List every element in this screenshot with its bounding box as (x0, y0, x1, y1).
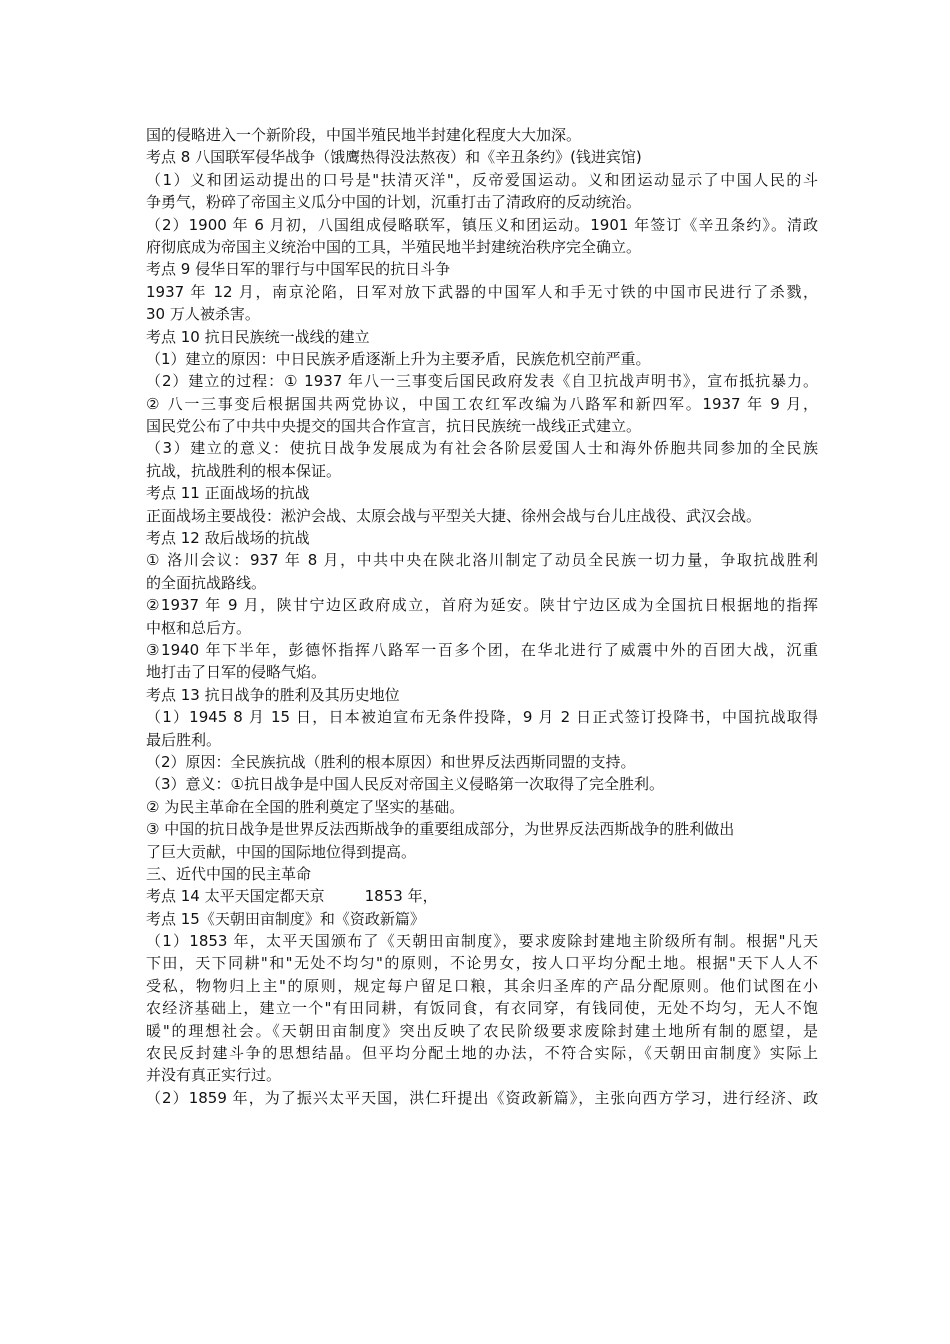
text-line: 府彻底成为帝国主义统治中国的工具，半殖民地半封建统治秩序完全确立。 (146, 237, 642, 256)
text-line: 国民党公布了中共中央提交的国共合作宣言，抗日民族统一战线正式建立。 (146, 417, 642, 436)
text-line: 最后胜利。 (146, 730, 222, 749)
part-heading: 三、近代中国的民主革命 (146, 864, 312, 883)
text-line: ③ 中国的抗日战争是世界反法西斯战争的重要组成部分，为世界反法西斯战争的胜利做出 (146, 820, 735, 839)
text-line: （1）1945 8 月 15 日，日本被迫宣布无条件投降，9 月 2 日正式签订投降书，中国抗战取得 (146, 708, 818, 727)
text-line: 下田，天下同耕"和"无处不均匀"的原则，不论男女，按人口平均分配土地。根据"天下人人不 (146, 954, 818, 973)
text-line: 暖"的理想社会。《天朝田亩制度》突出反映了农民阶级要求废除封建土地所有制的愿望，是 (146, 1021, 818, 1040)
heading-year: 1853 年， (364, 887, 438, 906)
text-line: 正面战场主要战役：淞沪会战、太原会战与平型关大捷、徐州会战与台儿庄战役、武汉会战。 (146, 506, 762, 525)
text-line: 受私，物物归上主"的原则，规定每户留足口粮，其余归圣库的产品分配原则。他们试图在小 (146, 976, 818, 995)
text-line: 争勇气，粉碎了帝国主义瓜分中国的计划，沉重打击了清政府的反动统治。 (146, 193, 642, 212)
text-line: （2）原因：全民族抗战（胜利的根本原因）和世界反法西斯同盟的支持。 (146, 752, 636, 771)
section-heading-12: 考点 12 敌后战场的抗战 (146, 529, 310, 548)
section-heading-14 (146, 885, 818, 907)
text-line: 了巨大贡献，中国的国际地位得到提高。 (146, 842, 417, 861)
text-line: （3）建立的意义：使抗日战争发展成为有社会各阶层爱国人士和海外侨胞共同参加的全民族 (146, 439, 818, 458)
document-page (146, 124, 818, 1109)
text-line: 国的侵略进入一个新阶段，中国半殖民地半封建化程度大大加深。 (146, 126, 582, 144)
text-line: （2）1859 年，为了振兴太平天国，洪仁玕提出《资政新篇》，主张向西方学习，进行经济、政 (146, 1088, 818, 1107)
section-heading-15: 考点 15《天朝田亩制度》和《资政新篇》 (146, 909, 425, 928)
text-line: 的全面抗战路线。 (146, 573, 267, 592)
text-line: （1）建立的原因：中日民族矛盾逐渐上升为主要矛盾，民族危机空前严重。 (146, 349, 651, 368)
text-line: 30 万人被杀害。 (146, 305, 260, 324)
text-line: （3）意义：①抗日战争是中国人民反对帝国主义侵略第一次取得了完全胜利。 (146, 775, 664, 794)
heading-text: 考点 14 太平天国定都天京 (146, 887, 325, 906)
text-line: 农经济基础上，建立一个"有田同耕，有饭同食，有衣同穿，有钱同使，无处不均匀，无人不饱 (146, 999, 818, 1018)
text-line: 并没有真正实行过。 (146, 1066, 282, 1085)
text-line: ②1937 年 9 月，陕甘宁边区政府成立，首府为延安。陕甘宁边区成为全国抗日根据地的指挥 (146, 596, 818, 615)
text-line: 中枢和总后方。 (146, 618, 252, 637)
text-line: 1937 年 12 月，南京沦陷，日军对放下武器的中国军人和手无寸铁的中国市民进行了杀戮， (146, 282, 818, 301)
text-line: ② 八一三事变后根据国共两党协议，中国工农红军改编为八路军和新四军。1937 年 9 月， (146, 394, 818, 413)
text-line: 抗战，抗战胜利的根本保证。 (146, 461, 342, 480)
section-heading-13: 考点 13 抗日战争的胜利及其历史地位 (146, 685, 400, 704)
text-line: 农民反封建斗争的思想结晶。但平均分配土地的办法，不符合实际，《天朝田亩制度》实际上 (146, 1044, 818, 1063)
text-line: ① 洛川会议：937 年 8 月，中共中央在陕北洛川制定了动员全民族一切力量，争取抗战胜利 (146, 551, 818, 570)
section-heading-11: 考点 11 正面战场的抗战 (146, 484, 310, 503)
section-heading-8: 考点 8 八国联军侵华战争（饿鹰热得没法熬夜）和《辛丑条约》(钱进宾馆) (146, 148, 642, 167)
text-line: （1）1853 年，太平天国颁布了《天朝田亩制度》，要求废除封建地主阶级所有制。根据"凡天 (146, 932, 818, 951)
text-line: （1）义和团运动提出的口号是"扶清灭洋"，反帝爱国运动。义和团运动显示了中国人民的斗 (146, 170, 818, 189)
section-heading-9: 考点 9 侵华日军的罪行与中国军民的抗日斗争 (146, 260, 451, 279)
text-line: ③1940 年下半年，彭德怀指挥八路军一百多个团，在华北进行了威震中外的百团大战，沉重 (146, 640, 818, 659)
text-line: 地打击了日军的侵略气焰。 (146, 663, 327, 682)
text-line: （2）建立的过程：① 1937 年八一三事变后国民政府发表《自卫抗战声明书》，宣布抵抗暴力。 (146, 372, 818, 391)
text-line: （2）1900 年 6 月初，八国组成侵略联军，镇压义和团运动。1901 年签订《辛丑条约》。清政 (146, 215, 818, 234)
text-line: ② 为民主革命在全国的胜利奠定了坚实的基础。 (146, 797, 465, 816)
section-heading-10: 考点 10 抗日民族统一战线的建立 (146, 327, 370, 346)
